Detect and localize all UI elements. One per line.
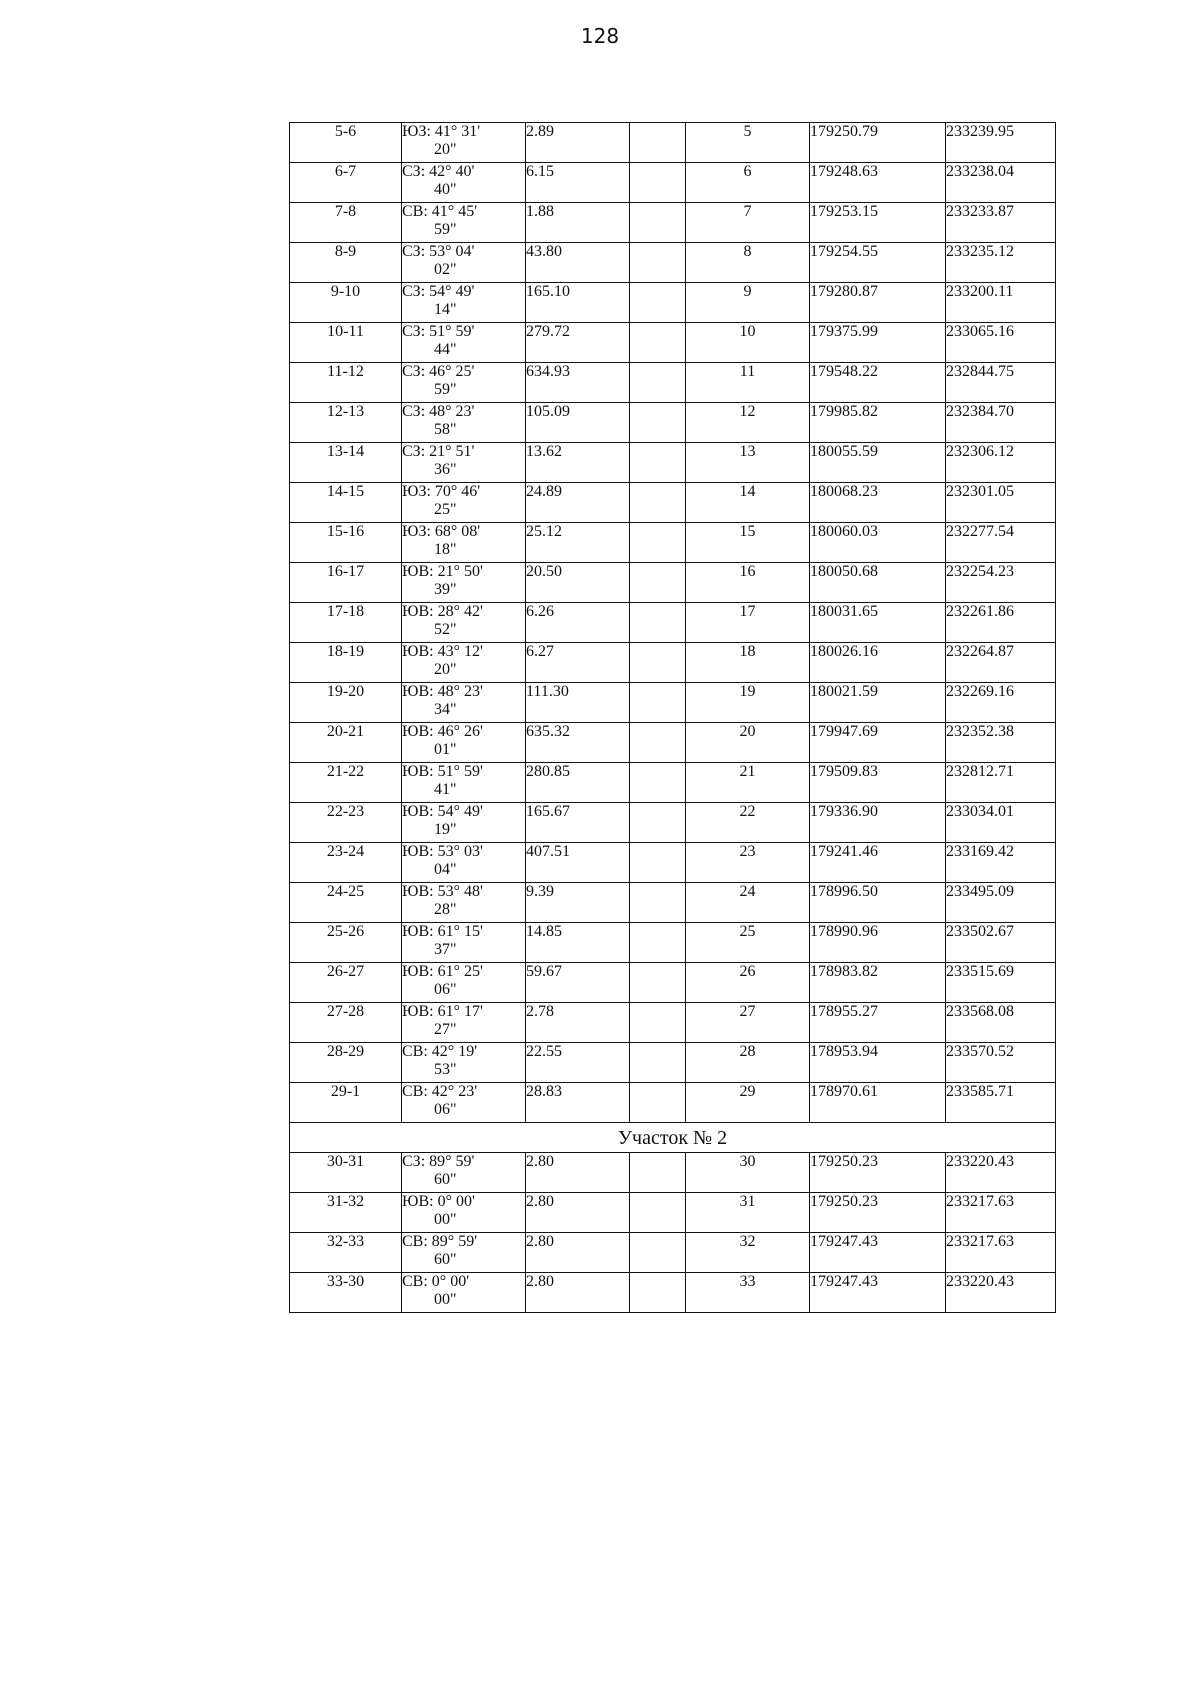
empty-cell	[630, 1233, 686, 1273]
table-row	[290, 1233, 1056, 1273]
empty-cell	[630, 323, 686, 363]
table-row	[290, 843, 1056, 883]
table-row	[290, 923, 1056, 963]
y-coordinate-cell: 233034.01	[946, 803, 1056, 843]
bearing-cell	[402, 643, 526, 683]
segment-cell: 27-28	[290, 1003, 402, 1043]
table-row	[290, 363, 1056, 403]
distance-cell: 279.72	[526, 323, 630, 363]
y-coordinate-cell: 233065.16	[946, 323, 1056, 363]
distance-cell: 2.78	[526, 1003, 630, 1043]
bearing-seconds: 39"	[434, 581, 457, 598]
x-coordinate-cell: 179253.15	[810, 203, 946, 243]
table-row	[290, 1193, 1056, 1233]
point-number-cell: 29	[686, 1083, 810, 1123]
y-coordinate-cell: 232261.86	[946, 603, 1056, 643]
y-coordinate-cell: 232812.71	[946, 763, 1056, 803]
empty-cell	[630, 243, 686, 283]
distance-cell: 59.67	[526, 963, 630, 1003]
distance-cell: 9.39	[526, 883, 630, 923]
segment-cell: 9-10	[290, 283, 402, 323]
empty-cell	[630, 683, 686, 723]
table-row	[290, 203, 1056, 243]
segment-cell: 24-25	[290, 883, 402, 923]
table-row	[290, 1273, 1056, 1313]
x-coordinate-cell: 179280.87	[810, 283, 946, 323]
bearing-seconds: 34"	[434, 701, 457, 718]
y-coordinate-cell: 232301.05	[946, 483, 1056, 523]
empty-cell	[630, 563, 686, 603]
distance-cell: 111.30	[526, 683, 630, 723]
bearing-cell	[402, 1153, 526, 1193]
empty-cell	[630, 1273, 686, 1313]
point-number-cell: 6	[686, 163, 810, 203]
y-coordinate-cell: 233585.71	[946, 1083, 1056, 1123]
empty-cell	[630, 1043, 686, 1083]
bearing-seconds: 52"	[434, 621, 457, 638]
bearing-cell	[402, 763, 526, 803]
y-coordinate-cell: 233220.43	[946, 1153, 1056, 1193]
bearing-cell	[402, 803, 526, 843]
segment-cell: 32-33	[290, 1233, 402, 1273]
distance-cell: 165.10	[526, 283, 630, 323]
distance-cell: 6.27	[526, 643, 630, 683]
section-row	[290, 1123, 1056, 1153]
table-row	[290, 963, 1056, 1003]
x-coordinate-cell: 178970.61	[810, 1083, 946, 1123]
x-coordinate-cell: 180055.59	[810, 443, 946, 483]
y-coordinate-cell: 233200.11	[946, 283, 1056, 323]
distance-cell: 6.26	[526, 603, 630, 643]
bearing-seconds: 60"	[434, 1171, 457, 1188]
x-coordinate-cell: 179548.22	[810, 363, 946, 403]
empty-cell	[630, 603, 686, 643]
segment-cell: 25-26	[290, 923, 402, 963]
point-number-cell: 7	[686, 203, 810, 243]
bearing-seconds: 53"	[434, 1061, 457, 1078]
x-coordinate-cell: 180068.23	[810, 483, 946, 523]
bearing-seconds: 01"	[434, 741, 457, 758]
bearing-degrees: ЮВ: 43° 12'	[402, 643, 483, 660]
bearing-degrees: ЮВ: 0° 00'	[402, 1193, 475, 1210]
distance-cell: 2.89	[526, 123, 630, 163]
bearing-cell	[402, 1273, 526, 1313]
bearing-seconds: 02"	[434, 261, 457, 278]
bearing-degrees: СЗ: 46° 25'	[402, 363, 475, 380]
table-row	[290, 723, 1056, 763]
empty-cell	[630, 763, 686, 803]
bearing-degrees: ЮВ: 21° 50'	[402, 563, 483, 580]
segment-cell: 20-21	[290, 723, 402, 763]
bearing-cell	[402, 523, 526, 563]
distance-cell: 22.55	[526, 1043, 630, 1083]
bearing-cell	[402, 203, 526, 243]
y-coordinate-cell: 233220.43	[946, 1273, 1056, 1313]
bearing-seconds: 27"	[434, 1021, 457, 1038]
bearing-degrees: ЮВ: 61° 25'	[402, 963, 483, 980]
bearing-seconds: 00"	[434, 1211, 457, 1228]
bearing-degrees: ЮВ: 28° 42'	[402, 603, 483, 620]
x-coordinate-cell: 179247.43	[810, 1273, 946, 1313]
y-coordinate-cell: 232254.23	[946, 563, 1056, 603]
segment-cell: 17-18	[290, 603, 402, 643]
distance-cell: 2.80	[526, 1233, 630, 1273]
empty-cell	[630, 723, 686, 763]
bearing-cell	[402, 163, 526, 203]
bearing-seconds: 20"	[434, 661, 457, 678]
bearing-degrees: СЗ: 42° 40'	[402, 163, 475, 180]
y-coordinate-cell: 233239.95	[946, 123, 1056, 163]
y-coordinate-cell: 233217.63	[946, 1193, 1056, 1233]
empty-cell	[630, 1153, 686, 1193]
empty-cell	[630, 443, 686, 483]
point-number-cell: 22	[686, 803, 810, 843]
bearing-degrees: СВ: 0° 00'	[402, 1273, 470, 1290]
table-row	[290, 1153, 1056, 1193]
x-coordinate-cell: 179947.69	[810, 723, 946, 763]
bearing-degrees: СЗ: 54° 49'	[402, 283, 475, 300]
page-number: 128	[580, 24, 620, 48]
bearing-seconds: 37"	[434, 941, 457, 958]
bearing-cell	[402, 883, 526, 923]
x-coordinate-cell: 179254.55	[810, 243, 946, 283]
y-coordinate-cell: 232844.75	[946, 363, 1056, 403]
bearing-degrees: СВ: 42° 23'	[402, 1083, 478, 1100]
distance-cell: 165.67	[526, 803, 630, 843]
point-number-cell: 8	[686, 243, 810, 283]
point-number-cell: 21	[686, 763, 810, 803]
distance-cell: 105.09	[526, 403, 630, 443]
point-number-cell: 24	[686, 883, 810, 923]
y-coordinate-cell: 232264.87	[946, 643, 1056, 683]
segment-cell: 10-11	[290, 323, 402, 363]
y-coordinate-cell: 232306.12	[946, 443, 1056, 483]
point-number-cell: 28	[686, 1043, 810, 1083]
distance-cell: 634.93	[526, 363, 630, 403]
bearing-cell	[402, 443, 526, 483]
point-number-cell: 26	[686, 963, 810, 1003]
segment-cell: 31-32	[290, 1193, 402, 1233]
segment-cell: 15-16	[290, 523, 402, 563]
segment-cell: 11-12	[290, 363, 402, 403]
point-number-cell: 17	[686, 603, 810, 643]
table-row	[290, 883, 1056, 923]
point-number-cell: 32	[686, 1233, 810, 1273]
bearing-degrees: ЮЗ: 41° 31'	[402, 123, 481, 140]
table-row	[290, 643, 1056, 683]
distance-cell: 2.80	[526, 1153, 630, 1193]
segment-cell: 12-13	[290, 403, 402, 443]
empty-cell	[630, 203, 686, 243]
y-coordinate-cell: 233217.63	[946, 1233, 1056, 1273]
table-row	[290, 443, 1056, 483]
bearing-cell	[402, 683, 526, 723]
empty-cell	[630, 643, 686, 683]
point-number-cell: 18	[686, 643, 810, 683]
segment-cell: 7-8	[290, 203, 402, 243]
bearing-seconds: 14"	[434, 301, 457, 318]
point-number-cell: 15	[686, 523, 810, 563]
bearing-seconds: 25"	[434, 501, 457, 518]
segment-cell: 33-30	[290, 1273, 402, 1313]
point-number-cell: 33	[686, 1273, 810, 1313]
bearing-degrees: ЮВ: 54° 49'	[402, 803, 483, 820]
segment-cell: 18-19	[290, 643, 402, 683]
segment-cell: 22-23	[290, 803, 402, 843]
bearing-cell	[402, 1003, 526, 1043]
bearing-cell	[402, 1193, 526, 1233]
bearing-cell	[402, 1083, 526, 1123]
table-row	[290, 1043, 1056, 1083]
distance-cell: 43.80	[526, 243, 630, 283]
bearing-seconds: 00"	[434, 1291, 457, 1308]
empty-cell	[630, 1083, 686, 1123]
bearing-degrees: ЮВ: 48° 23'	[402, 683, 483, 700]
table-row	[290, 403, 1056, 443]
bearing-degrees: СЗ: 21° 51'	[402, 443, 475, 460]
bearing-seconds: 41"	[434, 781, 457, 798]
x-coordinate-cell: 178990.96	[810, 923, 946, 963]
distance-cell: 13.62	[526, 443, 630, 483]
bearing-cell	[402, 403, 526, 443]
bearing-degrees: ЮВ: 51° 59'	[402, 763, 483, 780]
bearing-cell	[402, 963, 526, 1003]
x-coordinate-cell: 179247.43	[810, 1233, 946, 1273]
distance-cell: 28.83	[526, 1083, 630, 1123]
bearing-seconds: 44"	[434, 341, 457, 358]
table-row	[290, 1083, 1056, 1123]
point-number-cell: 27	[686, 1003, 810, 1043]
y-coordinate-cell: 232352.38	[946, 723, 1056, 763]
bearing-seconds: 18"	[434, 541, 457, 558]
distance-cell: 14.85	[526, 923, 630, 963]
y-coordinate-cell: 232277.54	[946, 523, 1056, 563]
y-coordinate-cell: 233238.04	[946, 163, 1056, 203]
y-coordinate-cell: 232384.70	[946, 403, 1056, 443]
segment-cell: 23-24	[290, 843, 402, 883]
point-number-cell: 23	[686, 843, 810, 883]
segment-cell: 29-1	[290, 1083, 402, 1123]
point-number-cell: 5	[686, 123, 810, 163]
bearing-degrees: ЮВ: 61° 15'	[402, 923, 483, 940]
x-coordinate-cell: 179250.23	[810, 1153, 946, 1193]
bearing-seconds: 59"	[434, 221, 457, 238]
bearing-cell	[402, 323, 526, 363]
bearing-degrees: ЮВ: 53° 48'	[402, 883, 483, 900]
table-row	[290, 1003, 1056, 1043]
bearing-seconds: 58"	[434, 421, 457, 438]
distance-cell: 407.51	[526, 843, 630, 883]
table-row	[290, 683, 1056, 723]
segment-cell: 21-22	[290, 763, 402, 803]
bearing-degrees: ЮЗ: 70° 46'	[402, 483, 481, 500]
bearing-degrees: СВ: 41° 45'	[402, 203, 478, 220]
empty-cell	[630, 923, 686, 963]
segment-cell: 14-15	[290, 483, 402, 523]
point-number-cell: 12	[686, 403, 810, 443]
x-coordinate-cell: 178996.50	[810, 883, 946, 923]
bearing-degrees: СВ: 89° 59'	[402, 1233, 478, 1250]
x-coordinate-cell: 178955.27	[810, 1003, 946, 1043]
bearing-seconds: 06"	[434, 1101, 457, 1118]
bearing-cell	[402, 483, 526, 523]
point-number-cell: 9	[686, 283, 810, 323]
table-row	[290, 563, 1056, 603]
bearing-seconds: 36"	[434, 461, 457, 478]
segment-cell: 5-6	[290, 123, 402, 163]
point-number-cell: 10	[686, 323, 810, 363]
x-coordinate-cell: 179241.46	[810, 843, 946, 883]
bearing-seconds: 40"	[434, 181, 457, 198]
bearing-cell	[402, 243, 526, 283]
empty-cell	[630, 363, 686, 403]
x-coordinate-cell: 179985.82	[810, 403, 946, 443]
y-coordinate-cell: 233568.08	[946, 1003, 1056, 1043]
distance-cell: 20.50	[526, 563, 630, 603]
distance-cell: 2.80	[526, 1193, 630, 1233]
segment-cell: 26-27	[290, 963, 402, 1003]
y-coordinate-cell: 233570.52	[946, 1043, 1056, 1083]
bearing-degrees: СЗ: 53° 04'	[402, 243, 475, 260]
distance-cell: 1.88	[526, 203, 630, 243]
table-row	[290, 123, 1056, 163]
table-row	[290, 603, 1056, 643]
x-coordinate-cell: 179250.23	[810, 1193, 946, 1233]
empty-cell	[630, 123, 686, 163]
table-row	[290, 763, 1056, 803]
bearing-degrees: ЮВ: 46° 26'	[402, 723, 483, 740]
table-row	[290, 483, 1056, 523]
point-number-cell: 14	[686, 483, 810, 523]
segment-cell: 6-7	[290, 163, 402, 203]
bearing-seconds: 19"	[434, 821, 457, 838]
y-coordinate-cell: 233502.67	[946, 923, 1056, 963]
distance-cell: 25.12	[526, 523, 630, 563]
point-number-cell: 13	[686, 443, 810, 483]
empty-cell	[630, 1003, 686, 1043]
table-row	[290, 163, 1056, 203]
table-section-header	[290, 1123, 1056, 1153]
y-coordinate-cell: 233169.42	[946, 843, 1056, 883]
y-coordinate-cell: 233233.87	[946, 203, 1056, 243]
empty-cell	[630, 403, 686, 443]
bearing-cell	[402, 723, 526, 763]
segment-cell: 8-9	[290, 243, 402, 283]
bearing-cell	[402, 563, 526, 603]
empty-cell	[630, 523, 686, 563]
bearing-degrees: ЮВ: 61° 17'	[402, 1003, 483, 1020]
empty-cell	[630, 883, 686, 923]
table-row	[290, 523, 1056, 563]
point-number-cell: 11	[686, 363, 810, 403]
y-coordinate-cell: 233235.12	[946, 243, 1056, 283]
point-number-cell: 19	[686, 683, 810, 723]
x-coordinate-cell: 179250.79	[810, 123, 946, 163]
bearing-cell	[402, 843, 526, 883]
bearing-cell	[402, 1233, 526, 1273]
segment-cell: 13-14	[290, 443, 402, 483]
bearing-seconds: 59"	[434, 381, 457, 398]
bearing-cell	[402, 363, 526, 403]
bearing-degrees: ЮЗ: 68° 08'	[402, 523, 481, 540]
table-row	[290, 283, 1056, 323]
point-number-cell: 16	[686, 563, 810, 603]
bearing-seconds: 20"	[434, 141, 457, 158]
x-coordinate-cell: 179375.99	[810, 323, 946, 363]
x-coordinate-cell: 180021.59	[810, 683, 946, 723]
distance-cell: 6.15	[526, 163, 630, 203]
empty-cell	[630, 963, 686, 1003]
empty-cell	[630, 283, 686, 323]
segment-cell: 28-29	[290, 1043, 402, 1083]
bearing-degrees: СВ: 42° 19'	[402, 1043, 478, 1060]
bearing-seconds: 60"	[434, 1251, 457, 1268]
distance-cell: 24.89	[526, 483, 630, 523]
distance-cell: 280.85	[526, 763, 630, 803]
bearing-degrees: ЮВ: 53° 03'	[402, 843, 483, 860]
x-coordinate-cell: 179336.90	[810, 803, 946, 843]
bearing-degrees: СЗ: 89° 59'	[402, 1153, 475, 1170]
table-body-section-1	[290, 123, 1056, 1123]
table-row	[290, 243, 1056, 283]
bearing-cell	[402, 123, 526, 163]
section-title: Участок № 2	[290, 1123, 1056, 1153]
bearing-cell	[402, 1043, 526, 1083]
empty-cell	[630, 483, 686, 523]
x-coordinate-cell: 179509.83	[810, 763, 946, 803]
point-number-cell: 31	[686, 1193, 810, 1233]
point-number-cell: 30	[686, 1153, 810, 1193]
y-coordinate-cell: 233495.09	[946, 883, 1056, 923]
segment-cell: 19-20	[290, 683, 402, 723]
table-body-section-2	[290, 1153, 1056, 1313]
empty-cell	[630, 1193, 686, 1233]
segment-cell: 16-17	[290, 563, 402, 603]
bearing-seconds: 28"	[434, 901, 457, 918]
x-coordinate-cell: 180050.68	[810, 563, 946, 603]
point-number-cell: 25	[686, 923, 810, 963]
empty-cell	[630, 163, 686, 203]
x-coordinate-cell: 179248.63	[810, 163, 946, 203]
x-coordinate-cell: 180026.16	[810, 643, 946, 683]
y-coordinate-cell: 233515.69	[946, 963, 1056, 1003]
table-row	[290, 323, 1056, 363]
bearing-degrees: СЗ: 48° 23'	[402, 403, 475, 420]
bearing-cell	[402, 923, 526, 963]
empty-cell	[630, 803, 686, 843]
x-coordinate-cell: 180060.03	[810, 523, 946, 563]
x-coordinate-cell: 178983.82	[810, 963, 946, 1003]
y-coordinate-cell: 232269.16	[946, 683, 1056, 723]
bearing-degrees: СЗ: 51° 59'	[402, 323, 475, 340]
table-row	[290, 803, 1056, 843]
segment-cell: 30-31	[290, 1153, 402, 1193]
bearing-seconds: 06"	[434, 981, 457, 998]
distance-cell: 635.32	[526, 723, 630, 763]
bearing-cell	[402, 603, 526, 643]
bearing-cell	[402, 283, 526, 323]
bearing-seconds: 04"	[434, 861, 457, 878]
x-coordinate-cell: 180031.65	[810, 603, 946, 643]
x-coordinate-cell: 178953.94	[810, 1043, 946, 1083]
empty-cell	[630, 843, 686, 883]
distance-cell: 2.80	[526, 1273, 630, 1313]
point-number-cell: 20	[686, 723, 810, 763]
boundary-coordinates-table	[289, 122, 1056, 1313]
